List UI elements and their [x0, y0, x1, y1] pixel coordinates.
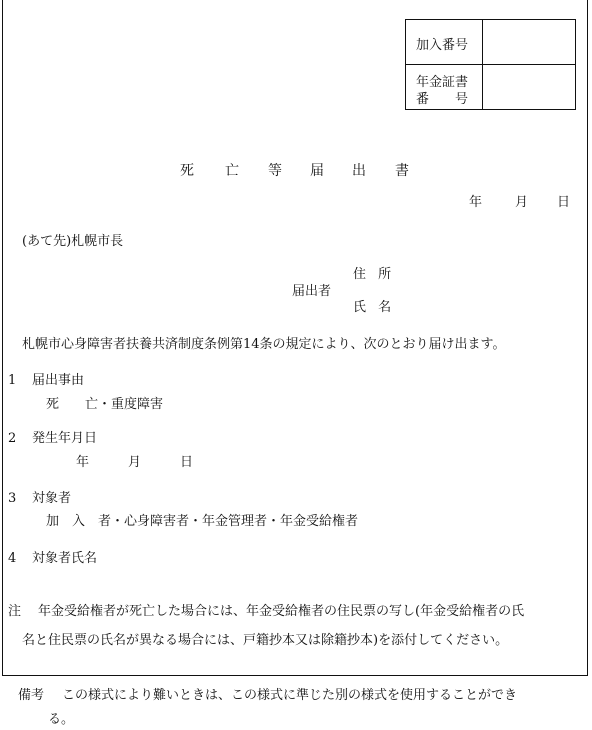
applicant-label: 届出者	[292, 284, 332, 299]
remarks-line: る。	[48, 712, 75, 727]
note-mark: 注	[8, 604, 22, 619]
item-detail: 加 入 者・心身障害者・年金管理者・年金受給権者	[46, 514, 359, 529]
title-char: 等	[268, 163, 282, 179]
item-number: 3	[8, 491, 17, 506]
item-number: 2	[8, 431, 17, 446]
certificate-number-label-2: 番号	[416, 92, 495, 107]
date-day: 日	[557, 195, 571, 210]
item-title: 発生年月日	[32, 431, 98, 446]
date-month: 月	[515, 195, 529, 210]
address-label: 住 所	[353, 267, 392, 282]
note-line: 年金受給権者が死亡した場合には、年金受給権者の住民票の写し(年金受給権者の氏	[38, 604, 525, 619]
note-line: 名と住民票の氏名が異なる場合には、戸籍抄本又は除籍抄本)を添付してください。	[22, 633, 509, 648]
intro-text: 札幌市心身障害者扶養共済制度条例第14条の規定により、次のとおり届け出ます。	[22, 337, 506, 352]
title-char: 書	[395, 163, 409, 179]
title-char: 出	[352, 163, 366, 179]
enrollment-number-label: 加入番号	[416, 38, 469, 53]
addressee: (あて先)札幌市長	[22, 234, 124, 249]
item-title: 対象者	[32, 491, 72, 506]
item-title: 届出事由	[32, 373, 85, 388]
remarks-line: この様式により難いときは、この様式に準じた別の様式を使用することができ	[62, 688, 518, 703]
item-title: 対象者氏名	[32, 551, 98, 566]
item-detail: 死 亡・重度障害	[46, 397, 164, 412]
certificate-number-label: 年金証書	[416, 75, 469, 90]
name-label: 氏 名	[353, 300, 392, 315]
number-table	[405, 19, 576, 110]
table-divider	[406, 64, 575, 65]
remarks-label: 備考	[18, 688, 45, 703]
item-number: 4	[8, 551, 17, 566]
item-detail: 年 月 日	[76, 455, 194, 470]
date-year: 年	[469, 195, 483, 210]
title-char: 死	[180, 163, 194, 179]
item-number: 1	[8, 373, 17, 388]
title-char: 届	[310, 163, 324, 179]
title-char: 亡	[225, 163, 239, 179]
